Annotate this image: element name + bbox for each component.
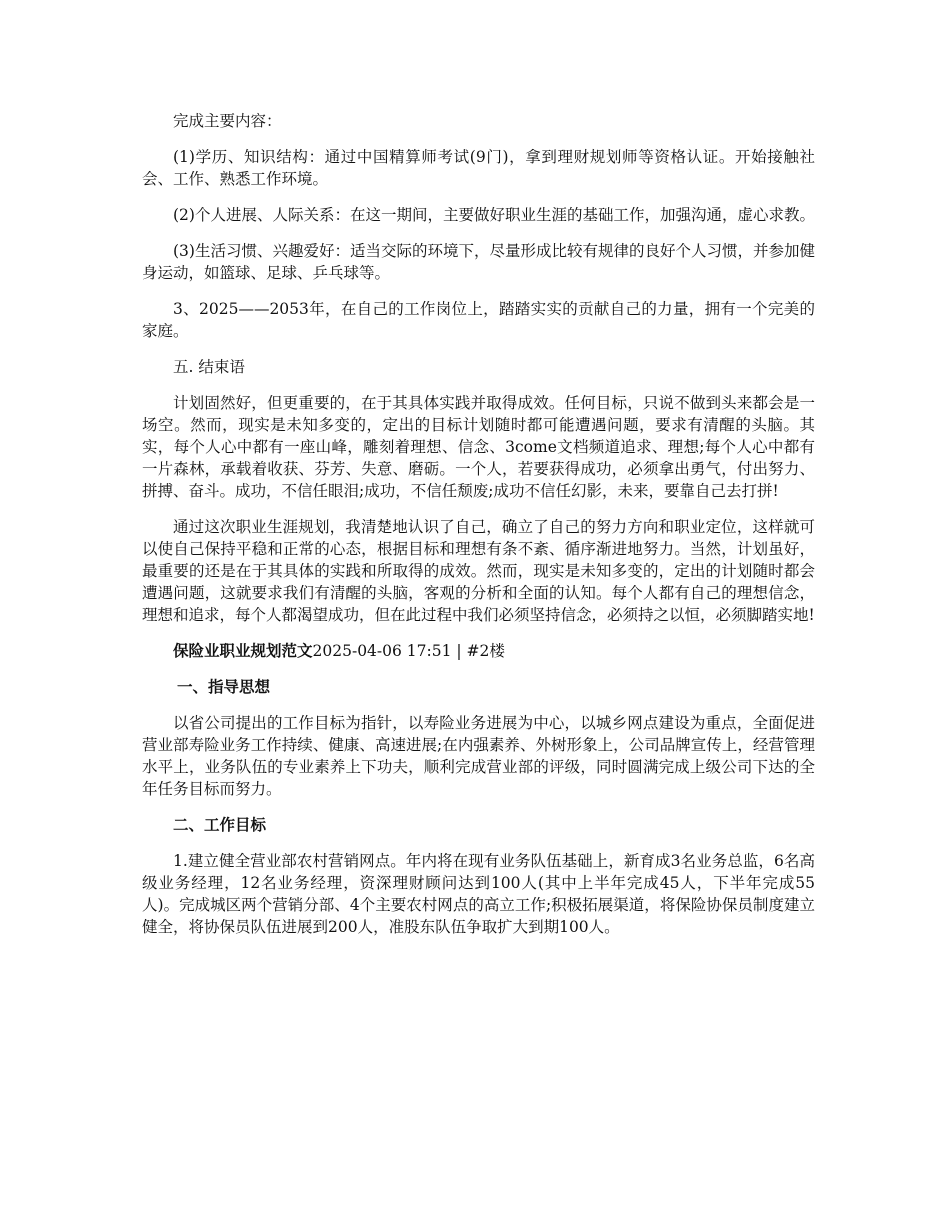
paragraph-personal-development: (2)个人进展、人际关系：在这一期间，主要做好职业生涯的基础工作，加强沟通，虚心求教。 (173, 206, 815, 224)
paragraph-conclusion-2: 通过这次职业生涯规划，我清楚地认识了自己，确立了自己的努力方向和职业定位，这样就可以使自己保持平稳和正常的心态，根据目标和理想有条不紊、循序渐进地努力。当然，计划虽好，最重要的还是在于其具体的实践和所取得的成效。然而，现实是未知多变的，定出的计划随时都会遭遇问题，这就要求我们有清醒的头脑，客观的分析和全面的认知。每个人都有自己的理想信念，理想和追求，每个人都渴望成功，但在此过程中我们必须坚持信念，必须持之以恒，必须脚踏实地! (142, 518, 815, 624)
paragraph-work-goals: 1.建立健全营业部农村营销网点。年内将在现有业务队伍基础上，新育成3名业务总监，6名高级业务经理，12名业务经理，资深理财顾问达到100人(其中上半年完成45人，下半年完成55人)。完成城区两个营销分部、4个主要农村网点的高立工作;积极拓展渠道，将保险协保员制度建立健全，将协保员队伍进展到200人，准股东队伍争取扩大到期100人。 (142, 852, 815, 936)
heading-conclusion: 五. 结束语 (173, 358, 245, 376)
paragraph-conclusion-1: 计划固然好，但更重要的，在于其具体实践并取得成效。任何目标，只说不做到头来都会是一场空。然而，现实是未知多变的，定出的目标计划随时都可能遭遇问题，要求有清醒的头脑。其实，每个人心中都有一座山峰，雕刻着理想、信念、3come文档频道追求、理想;每个人心中都有一片森林，承载着收获、芬芳、失意、磨砺。一个人，若要获得成功，必须拿出勇气，付出努力、拼搏、奋斗。成功，不信任眼泪;成功，不信任颓废;成功不信任幻影，未来，要靠自己去打拼! (142, 394, 815, 500)
paragraph-education: (1)学历、知识结构：通过中国精算师考试(9门)，拿到理财规划师等资格认证。开始接触社会、工作、熟悉工作环境。 (142, 148, 815, 188)
post-meta: 2025-04-06 17:51 | #2楼 (312, 642, 505, 660)
paragraph-guiding-ideology: 以省公司提出的工作目标为指针，以寿险业务进展为中心，以城乡网点建设为重点，全面促进营业部寿险业务工作持续、健康、高速进展;在内强素养、外树形象上，公司品牌宣传上，经营管理水平上，业务队伍的专业素养上下功夫，顺利完成营业部的评级，同时圆满完成上级公司下达的全年任务目标而努力。 (142, 714, 815, 798)
section-heading-guiding-ideology: 一、指导思想 (177, 677, 271, 696)
paragraph-habits: (3)生活习惯、兴趣爱好：适当交际的环境下，尽量形成比较有规律的良好个人习惯，并参加健身运动，如篮球、足球、乒乓球等。 (142, 242, 815, 282)
paragraph-main-content-label: 完成主要内容： (173, 112, 282, 130)
post-title: 保险业职业规划范文 (173, 641, 313, 660)
section-heading-work-goals: 二、工作目标 (173, 815, 267, 834)
paragraph-long-term-goal: 3、2025——2053年，在自己的工作岗位上，踏踏实实的贡献自己的力量，拥有一个完美的家庭。 (142, 300, 815, 340)
post-header (142, 640, 815, 662)
